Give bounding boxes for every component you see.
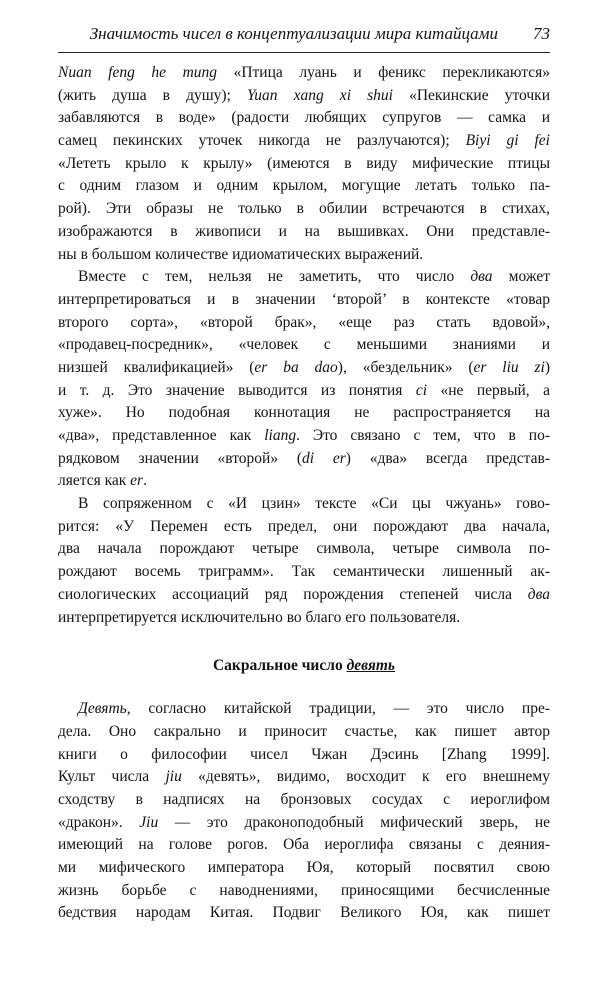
running-title: Значимость чисел в концептуализации мира китайцами (89, 24, 498, 43)
text-line: «Лететь крыло к крылу» (имеются в виду мифические птицы (58, 154, 550, 172)
section-heading: Сакральное число девять (212, 657, 395, 675)
text-line: бедствия народам Китая. Подвиг Великого Юя, как пишет (58, 904, 550, 922)
text-line: интерпретируется исключительно во благо его пользователя. (58, 608, 461, 626)
body-text (58, 62, 550, 925)
text-line: рядковом значении «второй» (di er) «два» всегда представ- (58, 449, 550, 467)
paragraph-2 (58, 266, 550, 493)
text-line: рой). Эти образы не только в обилии встречаются в стихах, (58, 200, 550, 218)
text-line: имеющий на голове рогов. Оба иероглифа связаны с деяния- (58, 836, 550, 854)
text-line: сходству в надписях на бронзовых сосудах с иероглифом (58, 790, 550, 808)
running-head (58, 22, 550, 46)
page-number: 73 (533, 24, 550, 43)
text-line: низшей квалификацией» (er ba dao), «бездельник» (er liu zi) (58, 358, 550, 376)
text-line: Nuan feng he mung «Птица луань и феникс перекликаются» (58, 64, 550, 81)
paragraph-4 (58, 698, 550, 925)
text-line: ми мифического императора Юя, который посвятил свою (58, 859, 550, 876)
paragraph-3 (58, 493, 550, 629)
text-line: «продавец-посредник», «человек с меньшими знаниями и (58, 336, 550, 354)
text-line: рождают восемь триграмм». Так семантически лишенный ак- (58, 563, 550, 581)
text-line: дела. Оно сакрально и приносит счастье, как пишет автор (58, 722, 550, 740)
text-line: Девять, согласно китайской традиции, — это число пре- (78, 700, 550, 718)
text-line: и т. д. Это значение выводится из понятия ci «не первый, а (58, 381, 550, 399)
text-line: книги о философии чисел Чжан Дэсинь [Zhang 1999]. (58, 745, 550, 763)
section-heading-emphasis: девять (346, 657, 395, 675)
text-line: Вместе с тем, нельзя не заметить, что число два может (78, 268, 550, 286)
text-line: (жить душа в душу); Yuan xang xi shui «Пекинские уточки (58, 86, 550, 104)
text-line: забавляются в воде» (радости любящих супругов — самка и (58, 109, 550, 127)
text-line: два начала порождают четыре символа, четыре символа по- (58, 540, 550, 558)
text-line: ляется как er. (58, 472, 147, 490)
text-line: изображаются в живописи и на вышивках. Они представле- (58, 222, 550, 240)
text-line: самец пекинских уточек никогда не разлучаются); Biyi gi fei (58, 132, 550, 150)
text-line: второго сорта», «второй брак», «еще раз стать вдовой», (58, 313, 550, 331)
text-line: сиологических ассоциаций ряд порождения степеней числа два (58, 585, 550, 603)
text-line: с одним глазом и одним крылом, могущие летать только па- (58, 177, 550, 195)
text-line: жизнь борьбе с наводнениями, приносящими бесчисленные (58, 881, 550, 899)
text-line: «дракон». Jiu — это драконоподобный мифический зверь, не (58, 813, 550, 831)
text-line: интерпретироваться и в значении ‘второй’ в контексте «товар (58, 290, 550, 308)
paragraph-1 (58, 62, 550, 266)
text-line: «два», представленное как liang. Это связано с тем, что в по- (58, 427, 550, 444)
text-line: Культ числа jiu «девять», видимо, восходит к его внешнему (58, 768, 550, 786)
header-rule (58, 52, 550, 53)
text-line: хуже». Но подобная коннотация не распространяется на (58, 404, 550, 422)
text-line: В сопряженном с «И цзин» тексте «Си цы чжуань» гово- (78, 495, 550, 513)
text-line: ны в большом количестве идиоматических выражений. (58, 245, 424, 263)
text-line: рится: «У Перемен есть предел, они порождают два начала, (58, 517, 550, 535)
